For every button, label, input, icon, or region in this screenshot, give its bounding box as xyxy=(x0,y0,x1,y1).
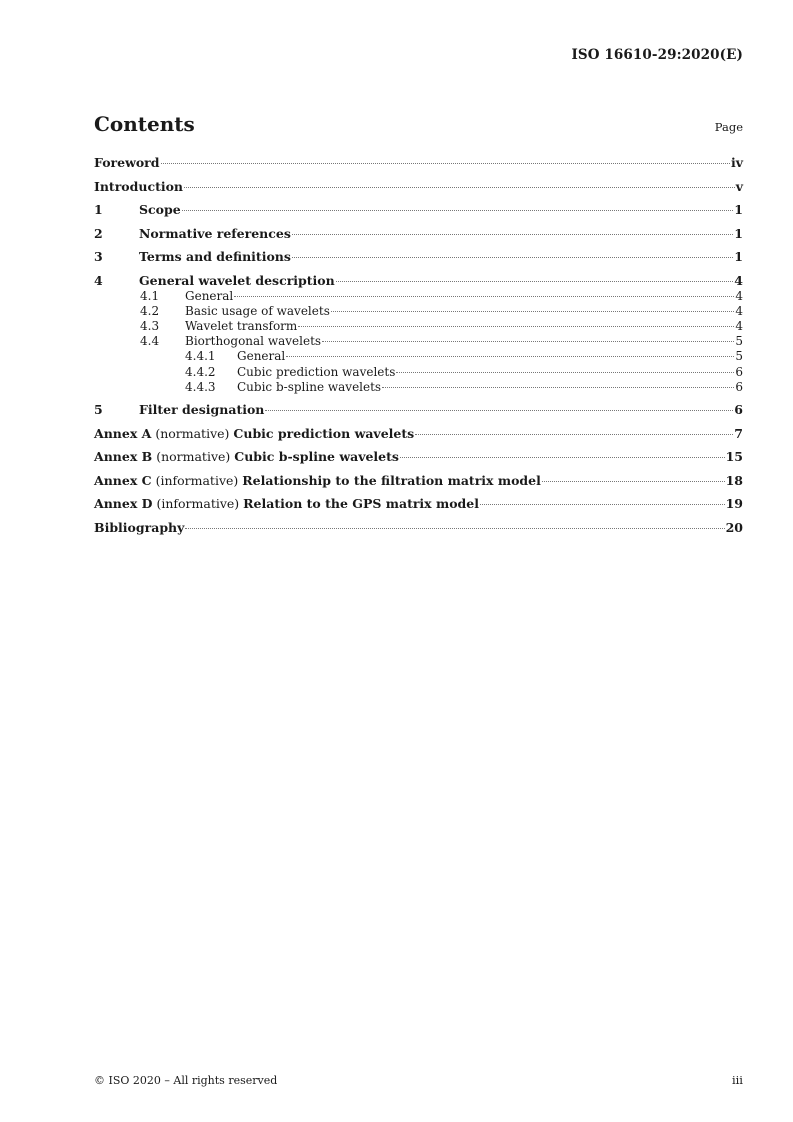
dot-leader xyxy=(298,326,734,327)
dot-leader xyxy=(322,341,734,342)
toc-entry-title: General xyxy=(237,349,286,364)
toc-entry-page: 5 xyxy=(735,334,743,349)
toc-entry-normative-references[interactable] xyxy=(94,226,743,242)
toc-entry-number: 4.2 xyxy=(140,303,160,318)
toc-entry-title: Cubic b-spline wavelets xyxy=(234,449,399,465)
dot-leader xyxy=(286,356,734,357)
toc-entry-annex-c[interactable] xyxy=(94,473,743,489)
toc-entry-page: 4 xyxy=(735,318,743,333)
toc-entry-number: 2 xyxy=(94,225,103,241)
toc-entry-title: Cubic prediction wavelets xyxy=(237,364,396,379)
toc-entry-scope[interactable] xyxy=(94,202,743,218)
toc-entry-page: 1 xyxy=(734,249,743,264)
toc-entry-page: 6 xyxy=(734,402,743,418)
dot-leader xyxy=(396,372,734,373)
table-of-contents xyxy=(94,155,743,536)
toc-entry-4-4-3[interactable] xyxy=(94,380,743,395)
toc-entry-page: 5 xyxy=(735,349,743,364)
toc-entry-title: Scope xyxy=(139,202,181,217)
toc-entry-filter-designation[interactable] xyxy=(94,402,743,418)
annex-type: (normative) xyxy=(155,425,230,441)
toc-entry-number: 4.1 xyxy=(140,288,160,303)
dot-leader xyxy=(400,457,725,458)
toc-entry-terms-definitions[interactable] xyxy=(94,249,743,265)
toc-entry-page: 15 xyxy=(725,449,743,465)
toc-entry-title: General xyxy=(185,288,234,303)
dot-leader xyxy=(292,257,733,258)
toc-entry-annex-b[interactable] xyxy=(94,449,743,465)
dot-leader xyxy=(184,187,735,188)
dot-leader xyxy=(480,504,725,505)
annex-label: Annex D xyxy=(94,496,153,512)
toc-entry-title: Basic usage of wavelets xyxy=(185,303,330,318)
dot-leader xyxy=(182,210,734,211)
toc-entry-title: Bibliography xyxy=(94,519,185,535)
dot-leader xyxy=(415,434,733,435)
toc-entry-annex-d[interactable] xyxy=(94,496,743,512)
toc-entry-title: Biorthogonal wavelets xyxy=(185,334,322,349)
toc-entry-page: v xyxy=(735,178,743,194)
toc-entry-number: 4.4.1 xyxy=(185,349,216,364)
dot-leader xyxy=(292,234,733,235)
toc-entry-title: Filter designation xyxy=(139,402,265,418)
contents-title: Contents xyxy=(94,112,195,136)
toc-entry-title: Introduction xyxy=(94,178,184,194)
toc-entry-number: 1 xyxy=(94,202,103,217)
toc-entry-number: 4.4.3 xyxy=(185,379,216,394)
toc-entry-page: 20 xyxy=(725,519,743,535)
toc-entry-page: 1 xyxy=(734,202,743,217)
toc-entry-general-wavelet-description[interactable] xyxy=(94,273,743,289)
toc-entry-title: Wavelet transform xyxy=(185,318,298,333)
dot-leader xyxy=(161,163,730,164)
toc-entry-foreword[interactable] xyxy=(94,155,743,171)
toc-entry-page: 4 xyxy=(735,303,743,318)
toc-entry-page: 6 xyxy=(735,379,743,394)
annex-label: Annex A xyxy=(94,425,152,441)
annex-label: Annex B xyxy=(94,449,153,465)
toc-entry-page: 19 xyxy=(725,496,743,512)
toc-entry-title: Terms and definitions xyxy=(139,249,291,264)
toc-entry-title: Cubic b-spline wavelets xyxy=(237,379,382,394)
dot-leader xyxy=(336,281,734,282)
toc-entry-number: 4.4.2 xyxy=(185,364,216,379)
toc-entry-page: 7 xyxy=(734,425,743,441)
toc-entry-title: Cubic prediction wavelets xyxy=(233,425,415,441)
toc-entry-page: 4 xyxy=(734,272,743,288)
toc-entry-title: Normative references xyxy=(139,225,291,241)
toc-entry-introduction[interactable] xyxy=(94,179,743,195)
toc-entry-4-4[interactable] xyxy=(94,334,743,349)
toc-entry-4-2[interactable] xyxy=(94,304,743,319)
toc-entry-number: 4 xyxy=(94,272,103,288)
toc-entry-number: 3 xyxy=(94,249,103,264)
dot-leader xyxy=(331,311,735,312)
toc-entry-bibliography[interactable] xyxy=(94,520,743,536)
toc-entry-title: Foreword xyxy=(94,155,160,170)
annex-type: (normative) xyxy=(156,449,231,465)
annex-label: Annex C xyxy=(94,472,152,488)
annex-type: (informative) xyxy=(156,496,240,512)
dot-leader xyxy=(185,528,724,529)
dot-leader xyxy=(382,387,734,388)
dot-leader xyxy=(234,296,734,297)
copyright-notice: © ISO 2020 – All rights reserved xyxy=(94,1074,278,1087)
toc-entry-page: 4 xyxy=(735,288,743,303)
toc-entry-page: iv xyxy=(730,155,743,170)
toc-entry-4-1[interactable] xyxy=(94,289,743,304)
dot-leader xyxy=(542,481,725,482)
document-reference: ISO 16610-29:2020(E) xyxy=(571,47,743,63)
toc-entry-title: Relationship to the filtration matrix model xyxy=(242,472,541,488)
toc-entry-page: 18 xyxy=(725,472,743,488)
annex-type: (informative) xyxy=(155,472,239,488)
toc-entry-4-3[interactable] xyxy=(94,319,743,334)
toc-entry-number: 4.3 xyxy=(140,318,160,333)
toc-entry-title: Relation to the GPS matrix model xyxy=(243,496,479,512)
dot-leader xyxy=(265,410,733,411)
toc-entry-number: 5 xyxy=(94,402,103,418)
toc-entry-title: General wavelet description xyxy=(139,272,335,288)
toc-entry-4-4-2[interactable] xyxy=(94,365,743,380)
toc-entry-4-4-1[interactable] xyxy=(94,349,743,364)
page-column-label: Page xyxy=(714,120,743,134)
toc-entry-annex-a[interactable] xyxy=(94,426,743,442)
toc-entry-number: 4.4 xyxy=(140,334,160,349)
toc-entry-page: 6 xyxy=(735,364,743,379)
page-number: iii xyxy=(731,1073,743,1087)
toc-entry-page: 1 xyxy=(734,225,743,241)
